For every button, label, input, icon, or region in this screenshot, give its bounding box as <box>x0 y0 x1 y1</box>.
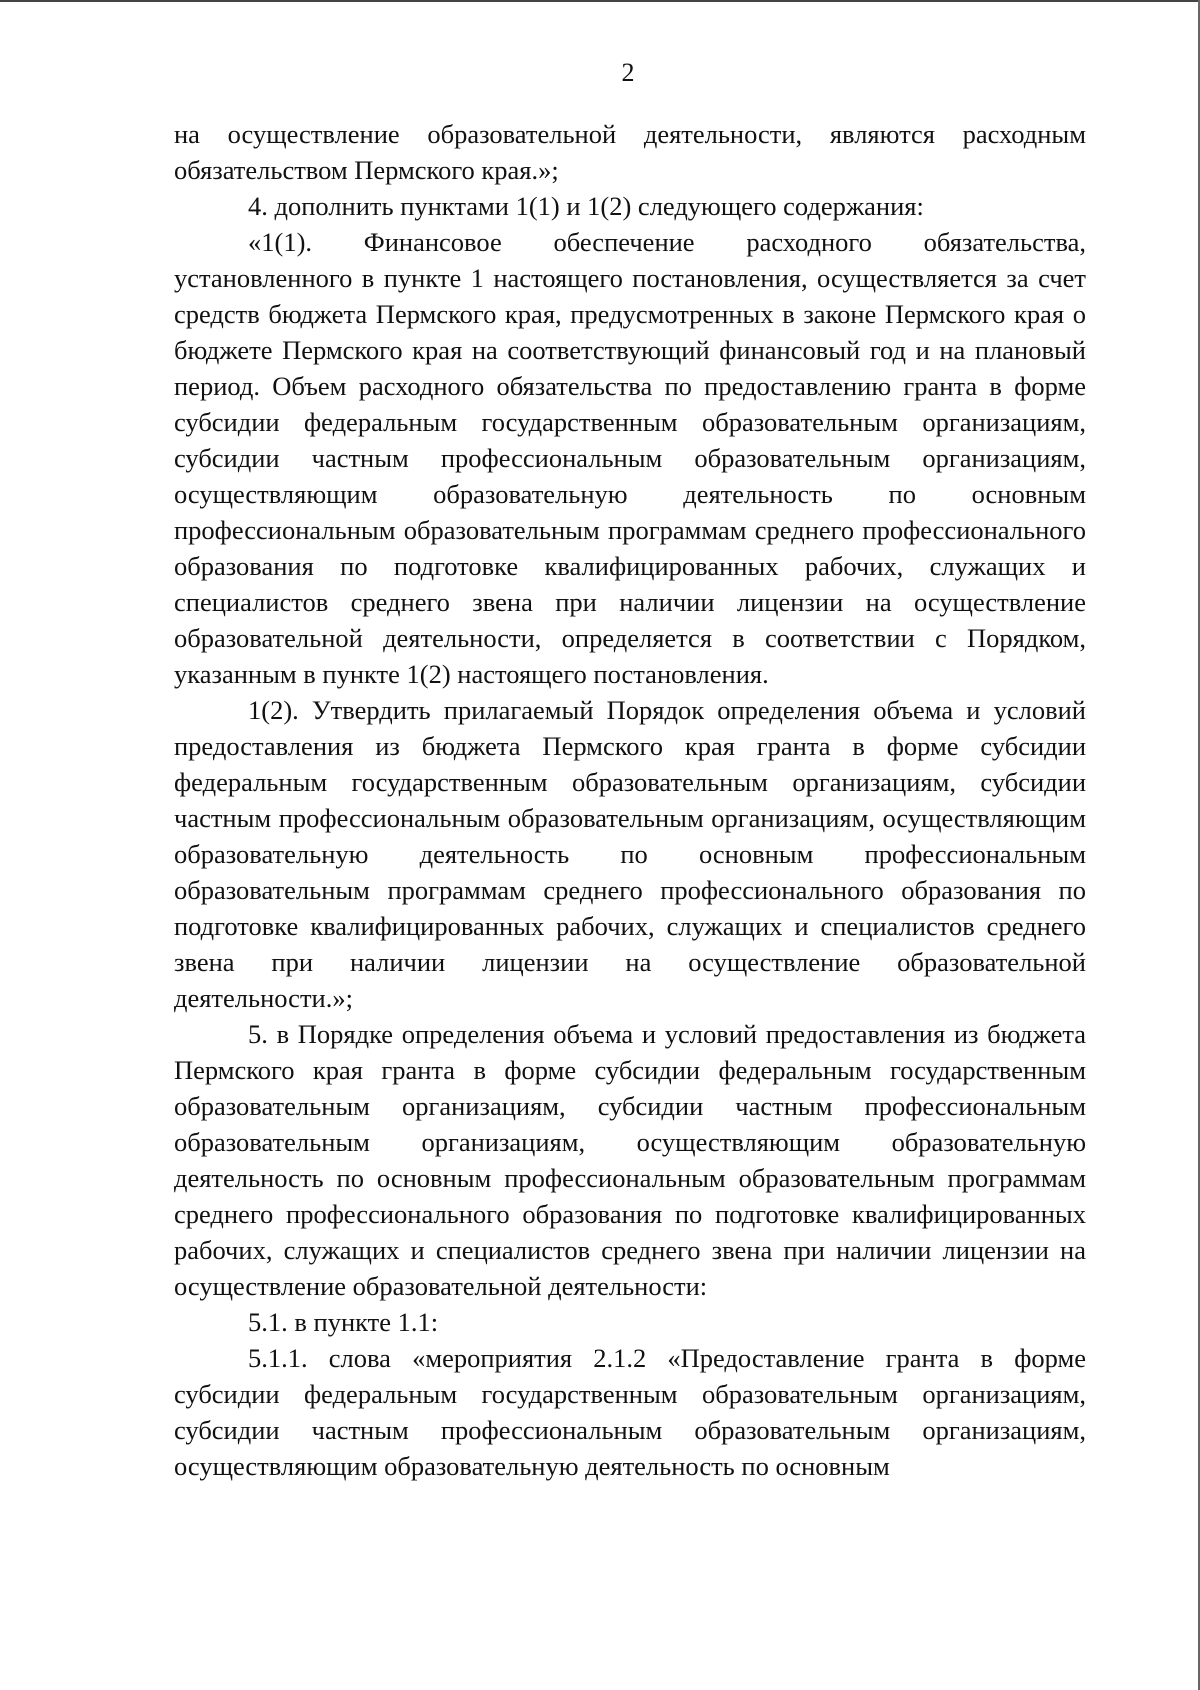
document-body <box>174 116 1086 1484</box>
page-top-border <box>0 0 1200 2</box>
paragraph-item-1-1: «1(1). Финансовое обеспечение расходного обязательства, установленного в пункте 1 настоящего постановления, осуществляется за счет средств бюджета Пермского края, предусмотренных в законе Пермского края о бюджете Пермского края на соответствующий финансовый год и на плановый период. Объем расходного обязательства по предоставлению гранта в форме субсидии федеральным государственным образовательным организациям, субсидии частным профессиональным образовательным организациям, осуществляющим образовательную деятельность по основным профессиональным образовательным программам среднего профессионального образования по подготовке квалифицированных рабочих, служащих и специалистов среднего звена при наличии лицензии на осуществление образовательной деятельности, определяется в соответствии с Порядком, указанным в пункте 1(2) настоящего постановления. <box>174 227 1086 689</box>
paragraph-item-4: 4. дополнить пунктами 1(1) и 1(2) следующего содержания: <box>248 191 924 221</box>
paragraph-item-5-1: 5.1. в пункте 1.1: <box>248 1307 439 1337</box>
paragraph-item-1-2: 1(2). Утвердить прилагаемый Порядок определения объема и условий предоставления из бюджета Пермского края гранта в форме субсидии федеральным государственным образовательным организациям, субсидии частным профессиональным образовательным организациям, осуществляющим образовательную деятельность по основным профессиональным образовательным программам среднего профессионального образования по подготовке квалифицированных рабочих, служащих и специалистов среднего звена при наличии лицензии на осуществление образовательной деятельности.»; <box>174 695 1086 1013</box>
paragraph-item-5-1-1: 5.1.1. слова «мероприятия 2.1.2 «Предоставление гранта в форме субсидии федеральным государственным образовательным организациям, субсидии частным профессиональным образовательным организациям, осуществляющим образовательную деятельность по основным <box>174 1343 1086 1481</box>
page-number: 2 <box>621 58 635 87</box>
paragraph-item-5: 5. в Порядке определения объема и условий предоставления из бюджета Пермского края гранта в форме субсидии федеральным государственным образовательным организациям, субсидии частным профессиональным образовательным организациям, осуществляющим образовательную деятельность по основным профессиональным образовательным программам среднего профессионального образования по подготовке квалифицированных рабочих, служащих и специалистов среднего звена при наличии лицензии на осуществление образовательной деятельности: <box>174 1019 1086 1301</box>
paragraph-continuation: на осуществление образовательной деятельности, являются расходным обязательством Пермского края.»; <box>174 119 1086 185</box>
